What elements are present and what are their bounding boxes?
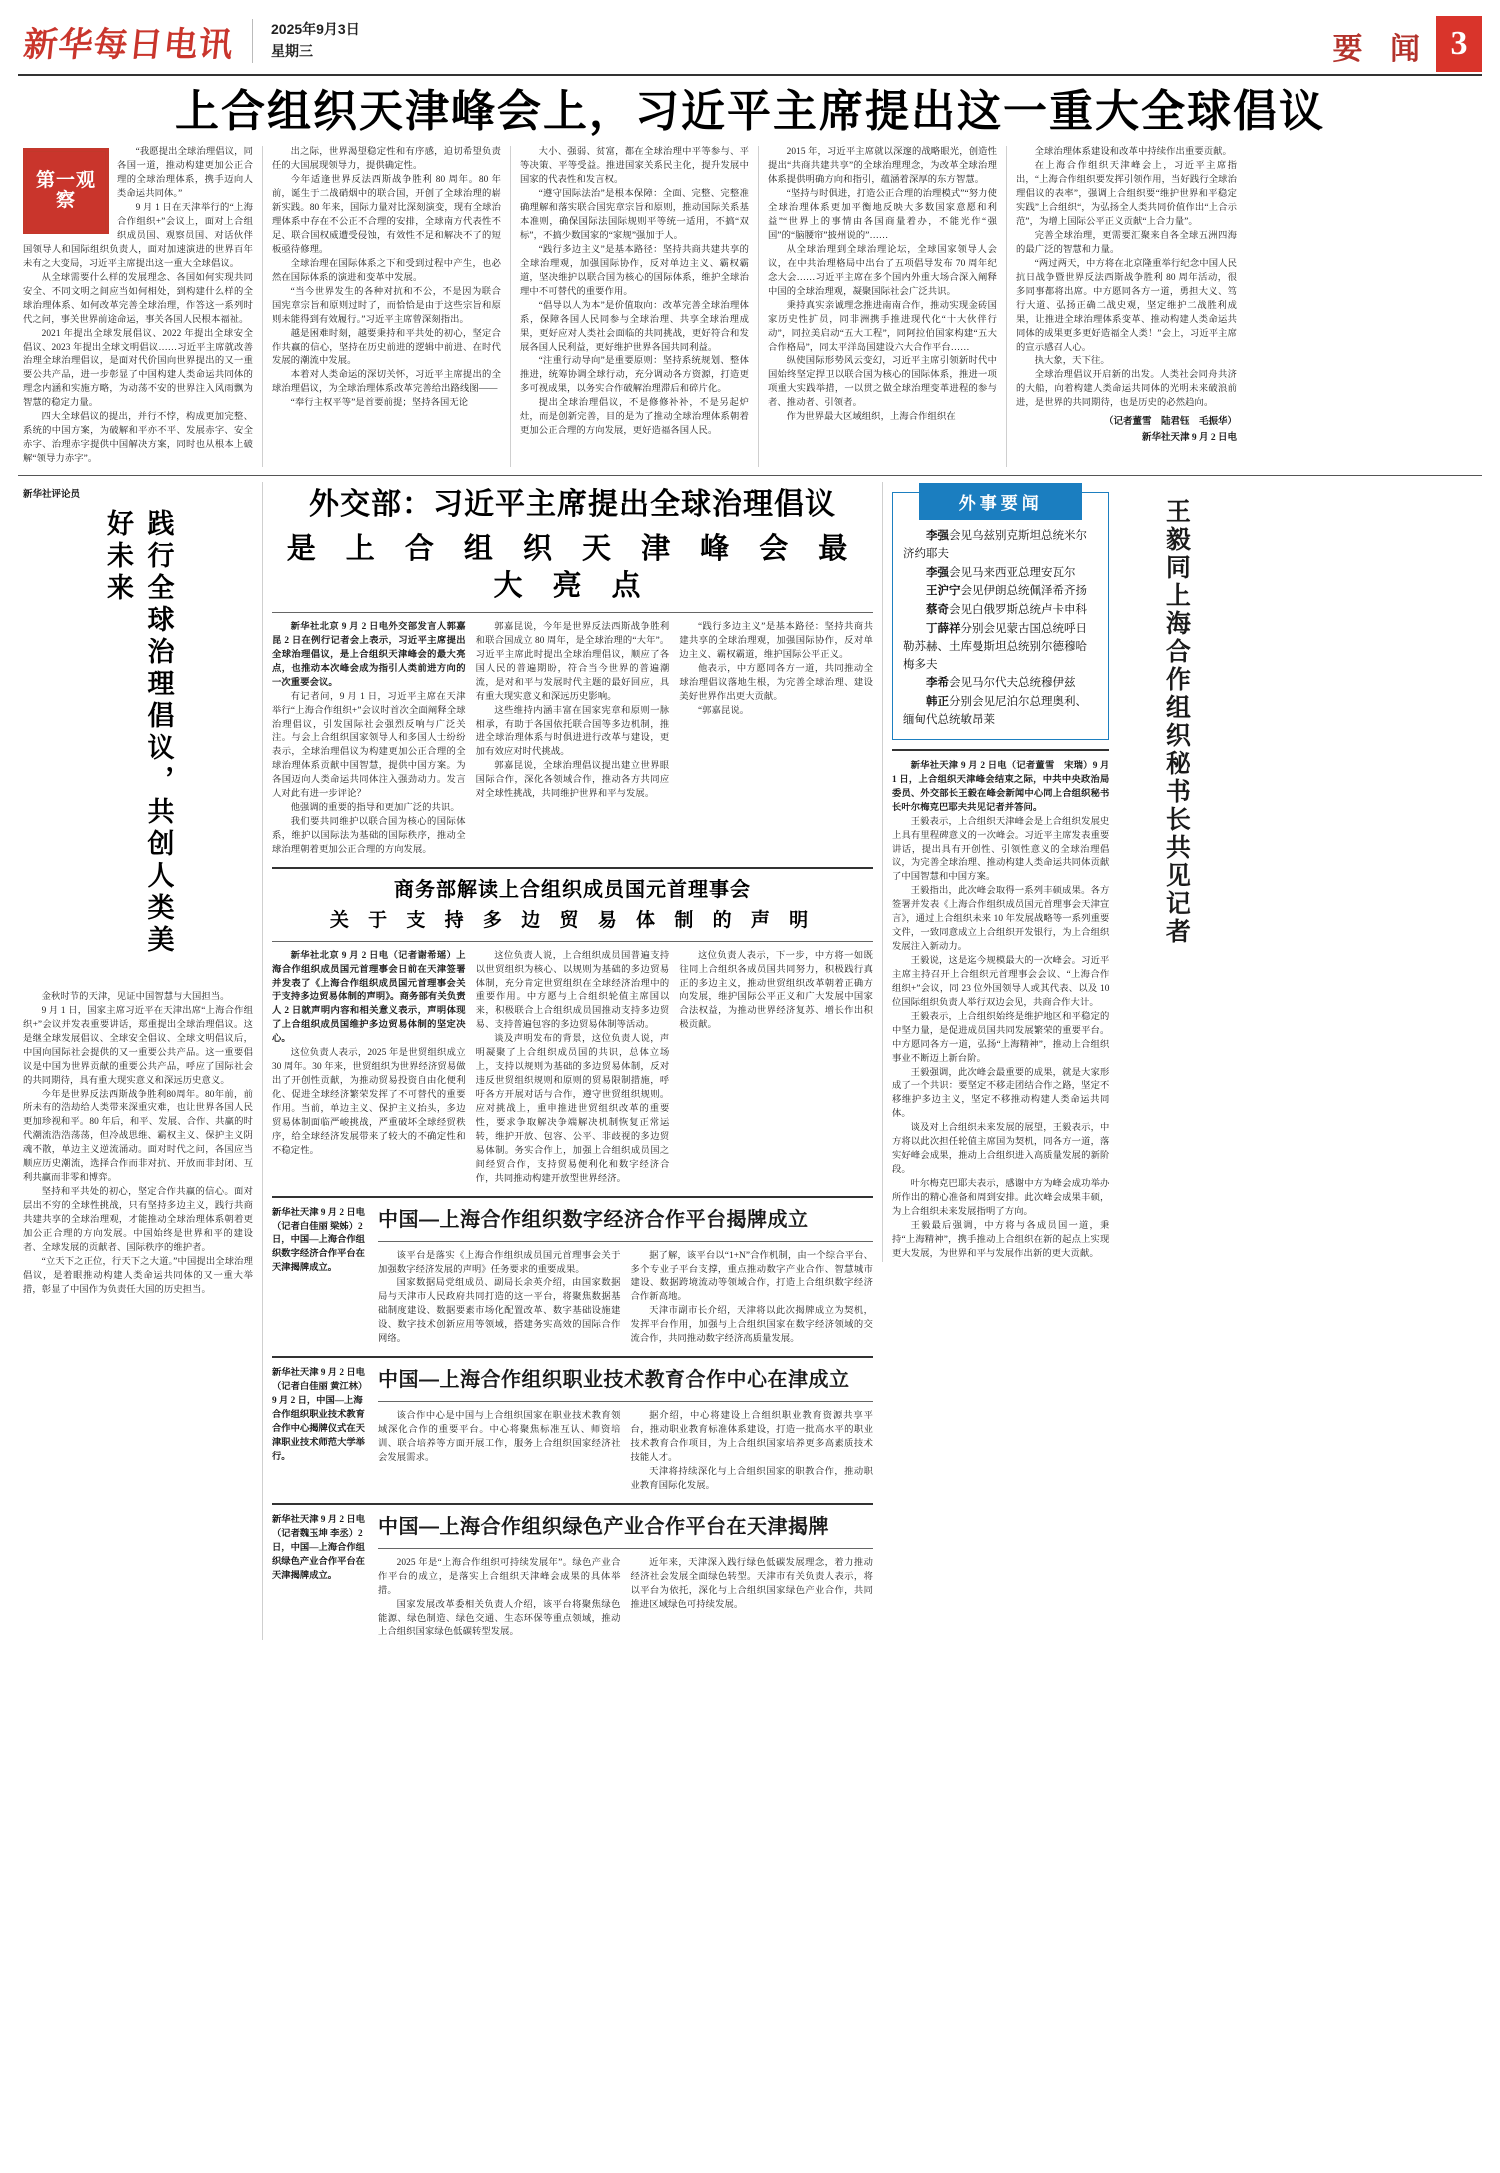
lead-article-column bbox=[14, 146, 262, 467]
paragraph: 这位负责人表示，下一步，中方将一如既往同上合组织各成员国共同努力，积极践行真正的多边主义，推动世贸组织改革朝着正确方向发展，维护国际公平正义和广大发展中国家合法权益，为推动世界经济复苏、增长作出积极贡献。 bbox=[679, 950, 874, 1031]
paragraph: 他表示，中方愿同各方一道，共同推动全球治理倡议落地生根，为完善全球治理、建设美好世界作出更大贡献。 bbox=[679, 663, 874, 702]
mofcom-divider bbox=[272, 941, 873, 942]
mfa-body-col-2 bbox=[476, 621, 670, 858]
paragraph: “奉行主权平等”是首要前提；坚持各国无论 bbox=[290, 398, 469, 409]
wangyi-headline: 王毅同上海合作组织秘书长共见记者 bbox=[1162, 497, 1191, 946]
paragraph: “遵守国际法治”是根本保障：全面、完整、完整准确理解和落实联合国宪章宗旨和原则，推动国际关系基本准则，确保国际法国际规则平等统一适用，不搞“双标”，不搞少数国家的“家规”强加于人。 bbox=[520, 189, 749, 242]
paragraph: 2025 年是“上海合作组织可持续发展年”。绿色产业合作平台的成立，是落实上合组织天津峰会成果的具体举措。 bbox=[378, 1557, 621, 1596]
vocational-article-main bbox=[378, 1367, 873, 1494]
paragraph: 越是困难时刻，越要秉持和平共处的初心，坚定合作共赢的信心，坚持在历史前进的逻辑中前进、在时代发展的潮流中发展。 bbox=[272, 328, 501, 367]
paragraph: 王毅说，这是迄今规模最大的一次峰会。习近平主席主持召开上合组织元首理事会会议、“上海合作组织+”会议，同 23 位外国领导人或其代表、以及 10 位国际组织负责人举行双边会见，共商合作大计。 bbox=[892, 956, 1110, 1008]
official-name: 李希 bbox=[926, 677, 949, 690]
paragraph: 郭嘉昆说，今年是世界反法西斯战争胜利和联合国成立 80 周年，是全球治理的“大年”。习近平主席此时提出全球治理倡议，顺应了各国人民的普遍期盼，符合当今世界的普遍潮流，是对和平与发展时代主题的最好回应，具有重大现实意义和深远历史影响。 bbox=[475, 621, 670, 702]
paragraph: “两过两天，中方将在北京隆重举行纪念中国人民抗日战争暨世界反法西斯战争胜利 80 周年活动，很多同事都将出席。中方愿同各方一道，勇担大义、笃行大道、弘扬正确二战史观，坚定维护二战胜利成果，让推进全球治理体系变革、推动构建人类命运共同体的成果更多更好造福全人类！”会上，习近平主席的宣示感召人心。 bbox=[1016, 258, 1237, 353]
vocational-body-col-1 bbox=[378, 1410, 621, 1494]
paragraph: 今年是世界反法西斯战争胜利80周年。80年前，前所未有的浩劫给人类带来深重灾难，也让世界各国人民更加珍视和平。80 年后，和平、发展、合作、共赢的时代潮流浩浩荡荡，但冷战思维、霸权主义、保护主义阴魂不散，单边主义逆流涌动。面对时代之问，各国应当顺应历史潮流，选择合作而非对抗、开放而非封闭、互利共赢而非零和博弈。 bbox=[23, 1089, 253, 1184]
paragraph: “坚持与时俱进，打造公正合理的治理模式”“努力使全球治理体系更加平衡地反映大多数国家意愿和利益”“世界上的事情由各国商量着办，不能光作“强国”的“脑腰帘”披州说的”…… bbox=[768, 189, 997, 242]
column-5-body bbox=[1016, 146, 1237, 411]
mofcom-body-col-3 bbox=[679, 950, 873, 1187]
column-3 bbox=[510, 146, 758, 467]
foreign-affairs-list bbox=[893, 528, 1108, 730]
paragraph: 大小、强弱、贫富，都在全球治理中平等参与、平等决策、平等受益。推进国家关系民主化，提升发展中国家的代表性和发言权。 bbox=[520, 147, 749, 186]
right-divider bbox=[892, 749, 1109, 751]
digital-body-columns bbox=[378, 1250, 873, 1348]
paragraph: 谈及声明发布的背景，这位负责人说，声明凝聚了上合组织成员国的共识，总体立场上，支持以规则为基础的多边贸易体制，反对违反世贸组织规则和原则的贸易限制措施，呼吁各方开展对话与合作，遵守世贸组织规则。应对挑战上，重申推进世贸组织改革的重要性，要求争取解决争端解决机制恢复正常运转，维护开放、包容、公平、非歧视的多边贸易体制。务实合作上，加强上合组织成员国之间经贸合作，支持贸易便利化和数字经济合作，共同推动构建开放型世界经济。 bbox=[475, 1034, 670, 1184]
mfa-body-columns bbox=[272, 621, 873, 858]
paragraph: 作为世界最大区域组织，上海合作组织在 bbox=[786, 412, 956, 423]
top-article-block bbox=[14, 146, 1486, 467]
first-observation-seal bbox=[23, 148, 109, 234]
section-rule bbox=[18, 475, 1482, 476]
mfa-body-col-1 bbox=[272, 621, 466, 858]
item-text: 分别会见蒙古国总统呼日勒苏赫、土库曼斯坦总统别尔德穆哈梅多夫 bbox=[903, 623, 1087, 671]
item-text: 会见马来西亚总理安瓦尔 bbox=[949, 566, 1076, 579]
paragraph: “我愿提出全球治理倡议，同各国一道，推动构建更加公正合理的全球治理体系，携手迈向人类命运共同体。” bbox=[117, 147, 253, 200]
middle-block bbox=[14, 482, 1486, 1640]
list-item[interactable] bbox=[903, 694, 1098, 730]
mfa-article bbox=[272, 486, 873, 858]
paragraph: 近年来，天津深入践行绿色低碳发展理念，着力推动经济社会发展全面绿色转型。天津市有关负责人表示，将以平台为依托，深化与上合组织国家绿色产业合作，共同推进区域绿色可持续发展。 bbox=[630, 1557, 873, 1610]
masthead-section-area bbox=[1333, 10, 1483, 72]
official-name: 蔡奇 bbox=[926, 604, 949, 617]
item-text: 会见乌兹别克斯坦总统米尔济约耶夫 bbox=[903, 529, 1087, 560]
green-article-main bbox=[378, 1514, 873, 1641]
official-name: 韩正 bbox=[926, 696, 949, 709]
paragraph: 2021 年提出全球发展倡议、2022 年提出全球安全倡议、2023 年提出全球文明倡议……习近平主席就改善治理全球治理倡议，是面对代价国向世界提出的又一重要公共产品，进一步彰显了中国构建人类命运共同体的理念内涵和实施方略，为动荡不安的世界注入风雨飘为智慧的稳定力量。 bbox=[23, 328, 253, 409]
masthead-dateblock bbox=[271, 19, 360, 62]
center-divider-2 bbox=[272, 1196, 873, 1198]
column-2-body bbox=[272, 146, 501, 411]
foreign-affairs-title: 外事要闻 bbox=[919, 483, 1082, 520]
digital-byline: 新华社天津 9 月 2 日电（记者白佳丽 梁姊）2 日，中国—上海合作组织数字经济合作平台在天津揭牌成立。 bbox=[272, 1207, 365, 1274]
article-credit: （记者董雪 陆君钰 毛振华） bbox=[1103, 417, 1237, 428]
vocational-headline: 中国—上海合作组织职业技术教育合作中心在津成立 bbox=[378, 1369, 850, 1392]
paragraph: 在上海合作组织天津峰会上，习近平主席指出，“上海合作组织要发挥引领作用，当好践行全球治理倡议的表率”，强调上合组织要“维护世界和平稳定实践”上合组织“，为弘扬全人类共同价值作出“上合示范”，为增上国际公平正义贡献“上合力量”。 bbox=[1016, 161, 1237, 228]
green-body-col-1 bbox=[378, 1557, 621, 1641]
green-headline: 中国—上海合作组织绿色产业合作平台在天津揭牌 bbox=[378, 1515, 829, 1538]
wangyi-body-left bbox=[892, 760, 1109, 1262]
editorial-body bbox=[23, 991, 253, 1298]
mofcom-article bbox=[272, 878, 873, 1187]
paragraph: 这些维持内涵丰富在国家宪章和原则一脉相承，有助于各国依托联合国等多边机制，推进全球治理体系与时俱进进行改革与建设，更加有效应对时代挑战。 bbox=[475, 705, 670, 758]
paragraph: 王毅表示，上合组织天津峰会是上合组织发展史上具有里程碑意义的一次峰会。习近平主席发表重要讲话，提出具有开创性、引领性意义的全球治理倡议，为完善全球治理、推动构建人类命运共同体贡献了中国智慧和中国方案。 bbox=[892, 816, 1110, 883]
green-article bbox=[272, 1514, 873, 1641]
green-body-columns bbox=[378, 1557, 873, 1641]
column-3-body bbox=[520, 146, 749, 439]
list-item[interactable] bbox=[903, 675, 1098, 693]
official-name: 王沪宁 bbox=[926, 585, 961, 598]
paragraph: 国家发展改革委相关负责人介绍，该平台将聚焦绿色能源、绿色制造、绿色交通、生态环保等重点领域，推动上合组织国家绿色低碳转型发展。 bbox=[378, 1599, 621, 1638]
right-inner-left bbox=[892, 482, 1109, 1262]
vocational-body-col-2 bbox=[631, 1410, 874, 1494]
paragraph: 出之际，世界渴望稳定性和有序感，迫切希望负责任的大国展现领导力，提供确定性。 bbox=[272, 147, 501, 172]
official-name: 李强 bbox=[926, 566, 949, 579]
article-dateline: 新华社天津 9 月 2 日电 bbox=[1141, 433, 1237, 444]
paragraph: 提出全球治理倡议，不是修修补补，不是另起炉灶，而是创新完善，目的是为了推动全球治理体系朝着更加公正合理的方向发展，更好造福各国人民。 bbox=[520, 398, 749, 437]
paragraph: 天津市副市长介绍，天津将以此次揭牌成立为契机，发挥平台作用，加强与上合组织国家在数字经济领域的交流合作，共同推动数字经济高质量发展。 bbox=[630, 1306, 873, 1345]
mofcom-byline: 新华社北京 9 月 2 日电（记者谢希瑶）上海合作组织成员国元首理事会日前在天津签署并发表了《上海合作组织成员国元首理事会关于支持多边贸易体制的声明》。商务部有关负责人 2 日就声明内容和相关意义表示，声明体现了上合组织成员国维护多边贸易体制的坚定决心。 bbox=[272, 950, 466, 1045]
publication-weekday: 星期三 bbox=[271, 43, 313, 59]
green-divider bbox=[378, 1548, 873, 1549]
item-text: 会见马尔代夫总统穆伊兹 bbox=[949, 677, 1076, 690]
column-4-body bbox=[768, 146, 997, 425]
publication-date: 2025年9月3日 bbox=[271, 21, 360, 38]
foreign-affairs-box bbox=[892, 492, 1109, 740]
digital-divider bbox=[378, 1241, 873, 1242]
mfa-byline: 新华社北京 9 月 2 日电外交部发言人郭嘉昆 2 日在例行记者会上表示，习近平主席提出全球治理倡议，是上合组织天津峰会的最大亮点，也推动本次峰会成为指引人类前进方向的一次重要会议。 bbox=[272, 621, 466, 688]
digital-article-main bbox=[378, 1207, 873, 1348]
masthead bbox=[14, 0, 1486, 72]
right-inner-right bbox=[1117, 482, 1235, 1262]
masthead-divider bbox=[252, 19, 253, 63]
list-item[interactable] bbox=[903, 621, 1098, 674]
center-divider-1 bbox=[272, 867, 873, 869]
mfa-divider bbox=[272, 612, 873, 613]
center-column bbox=[262, 482, 882, 1640]
paragraph: 王毅表示，上合组织始终是维护地区和平稳定的中坚力量，是促进成员国共同发展繁荣的重要平台。中方愿同各方一道，弘扬“上海精神”，推动上合组织事业不断迈上新台阶。 bbox=[892, 1011, 1110, 1064]
paragraph: 该平台是落实《上海合作组织成员国元首理事会关于加强数字经济发展的声明》任务要求的重要成果。 bbox=[378, 1250, 621, 1275]
center-divider-4 bbox=[272, 1503, 873, 1505]
paragraph: 四大全球倡议的提出，并行不悖，构成更加完整、系统的中国方案，为破解和平亦不平、发展赤字、安全赤字、治理赤字提供中国解决方案，同时也从根本上破解“领导力赤字”。 bbox=[23, 412, 253, 465]
column-2 bbox=[262, 146, 510, 467]
paragraph: 全球治理倡议开启新的出发。人类社会同舟共济的大船，向着构建人类命运共同体的光明未来破浪前进，是世界的共同期待，也是历史的必然趋向。 bbox=[1016, 370, 1237, 409]
mofcom-headline-line1: 商务部解读上合组织成员国元首理事会 bbox=[394, 878, 751, 901]
seal-text: 第一观察 bbox=[35, 170, 96, 212]
paragraph: 9 月 1 日在天津举行的“上海合作组织+”会议上，面对上合组织成员国、观察员国、对话伙伴国领导人和国际组织负责人，面对加速演进的世界百年未有之大变局，习近平主席提出这一重大全球倡议。 bbox=[23, 203, 253, 269]
paragraph: “倡导以人为本”是价值取向：改革完善全球治理体系，保障各国人民同参与全球治理、共享全球治理成果，更好应对人类社会面临的共同挑战，更好符合和发展各国人民利益，更好维护世界各国共同利益。 bbox=[520, 300, 749, 353]
paragraph: 金秋时节的天津，见证中国智慧与大国担当。 bbox=[41, 991, 230, 1002]
paragraph: 本着对人类命运的深切关怀，习近平主席提出的全球治理倡议，为全球治理体系改革完善给出路线图—— bbox=[272, 370, 501, 395]
official-name: 丁薛祥 bbox=[926, 623, 961, 636]
paragraph: “当今世界发生的各种对抗和不公，不是因为联合国宪章宗旨和原则过时了，而恰恰是由于这些宗旨和原则未能得到有效履行。”习近平主席曾深刻指出。 bbox=[272, 286, 501, 325]
paragraph: 谈及对上合组织未来发展的展望，王毅表示，中方将以此次担任轮值主席国为契机，同各方一道，落实好峰会成果，推动上合组织进入高质量发展的新阶段。 bbox=[892, 1123, 1110, 1176]
paragraph: 王毅最后强调，中方将与各成员国一道，秉持“上海精神”，携手推动上合组织在新的起点上实现更大发展，为世界和平与发展作出新的更大贡献。 bbox=[892, 1220, 1110, 1259]
paragraph: 国家数据局党组成员、副局长余英介绍，由国家数据局与天津市人民政府共同打造的这一平台，将聚焦数据基础制度建设、数据要素市场化配置改革、数字基础设施建设、数字技术创新应用等领域，搭建务实高效的国际合作网络。 bbox=[378, 1278, 621, 1345]
vocational-article bbox=[272, 1367, 873, 1494]
paragraph: 据介绍，中心将建设上合组织职业教育资源共享平台，推动职业教育标准体系建设，打造一批高水平的职业技术教育合作项目，为上合组织国家培养更多高素质技术技能人才。 bbox=[630, 1411, 873, 1463]
digital-headline: 中国—上海合作组织数字经济合作平台揭牌成立 bbox=[378, 1208, 809, 1231]
section-name: 要 闻 bbox=[1332, 33, 1430, 66]
column-4 bbox=[758, 146, 1006, 467]
mfa-headline-line1: 外交部：习近平主席提出全球治理倡议 bbox=[309, 487, 836, 521]
digital-article bbox=[272, 1207, 873, 1348]
paragraph: 纵使国际形势风云变幻，习近平主席引领新时代中国始终坚定捍卫以联合国为核心的国际体系，推进一项项重大实践举措，一以贯之做全球治理变革进程的参与者、推动者、引领者。 bbox=[768, 356, 997, 409]
item-text: 会见白俄罗斯总统卢卡申科 bbox=[949, 604, 1087, 617]
vocational-divider bbox=[378, 1401, 873, 1402]
vocational-byline: 新华社天津 9 月 2 日电（记者白佳丽 黄江林）9 月 2 日，中国—上海合作组织职业技术教育合作中心揭牌仪式在天津职业技术师范大学举行。 bbox=[272, 1368, 368, 1462]
paragraph: 这位负责人表示，2025 年是世贸组织成立 30 周年。30 年来，世贸组织为世界经济贸易做出了开创性贡献，为推动贸易投资自由化便利化、促进全球经济繁荣发挥了不可替代的重要作用。当前，单边主义、保护主义抬头，多边贸易体制面临严峻挑战，严重破坏全球经贸秩序，给全球经济发展带来了较大的不确定性和不稳定性。 bbox=[272, 1048, 466, 1156]
list-item[interactable] bbox=[903, 602, 1098, 620]
item-text: 分别会见尼泊尔总理奥利、缅甸代总统敏昂莱 bbox=[903, 696, 1087, 727]
list-item[interactable] bbox=[903, 565, 1098, 583]
page-title: 上合组织天津峰会上，习近平主席提出这一重大全球倡议 bbox=[175, 87, 1325, 136]
list-item[interactable] bbox=[903, 583, 1098, 601]
paragraph: 全球治理体系建设和改革中持续作出重要贡献。 bbox=[1034, 147, 1232, 158]
editorial-column bbox=[14, 482, 262, 1298]
page-number-badge: 3 bbox=[1436, 16, 1482, 72]
green-body-col-2 bbox=[631, 1557, 874, 1641]
mfa-body-col-3 bbox=[679, 621, 873, 858]
paragraph: 郭嘉昆说，全球治理倡议提出建立世界眼国际合作，深化各领域合作，推动各方共同应对全球性挑战，共同维护世界和平与发展。 bbox=[475, 761, 670, 800]
publication-logo: 新华每日电讯 bbox=[21, 26, 236, 64]
editorial-headline: 践行全球治理倡议，共创人类美好未来 bbox=[103, 508, 174, 957]
paragraph: 据了解，该平台以“1+N”合作机制，由一个综合平台、多个专业子平台支撑，重点推动数字产业合作、智慧城市建设、数据跨境流动等领域合作，打造上合组织数字经济合作新高地。 bbox=[630, 1250, 873, 1303]
paragraph: “注重行动导向”是重要原则：坚持系统规划、整体推进，统筹协调全球行动，充分调动各方资源，打造更多可视成果，以务实合作破解治理滞后和碎片化。 bbox=[520, 356, 749, 395]
paragraph: 我们要共同维护以联合国为核心的国际体系，维护以国际法为基础的国际秩序，推动全球治理朝着更加公正合理的方向发展。 bbox=[272, 817, 466, 855]
paragraph: 坚持和平共处的初心，坚定合作共赢的信心。面对层出不穷的全球性挑战，只有坚持多边主义，践行共商共建共享的全球治理观，才能推动全球治理体系朝着更加公正合理的方向发展。中国始终是世界和平的建设者、全球发展的贡献者、国际秩序的维护者。 bbox=[23, 1187, 253, 1253]
paragraph: 叶尔梅克巴耶夫表示，感谢中方为峰会成功举办所作出的精心准备和周到安排。此次峰会成果丰硕，为上合组织未来发展指明了方向。 bbox=[892, 1179, 1110, 1217]
paragraph: 今年适逢世界反法西斯战争胜利 80 周年。80 年前，诞生于二战硝烟中的联合国，开创了全球治理的崭新实践。80 年来，国际力量对比深刻演变，现有全球治理体系中存在不公正不合理的安排，全球南方代表性不足、联合国权威遭受侵蚀，有效性不足和解决不了的短板亟待修理。 bbox=[272, 175, 501, 255]
paragraph: 从全球治理到全球治理论坛，全球国家领导人会议，在中共治理格局中出台了五项倡导发布 70 周年纪念大会……习近平主席在多个国内外重大场合深入阐释中国的全球治理观，凝聚国际社会广泛共识。 bbox=[768, 244, 997, 297]
right-column bbox=[882, 482, 1244, 1262]
paragraph: 该合作中心是中国与上合组织国家在职业技术教育领域深化合作的重要平台。中心将聚焦标准互认、师资培训、联合培养等方面开展工作，服务上合组织国家经济社会发展需求。 bbox=[378, 1411, 621, 1463]
paragraph: 他强调的重要的指导和更加广泛的共识。 bbox=[290, 803, 460, 814]
paragraph: 全球治理在国际体系之下和受到过程中产生，也必然在国际体系的演进和变革中发展。 bbox=[272, 258, 501, 283]
paragraph: 9 月 1 日，国家主席习近平在天津出席“上海合作组织+”会议并发表重要讲话，郑重提出全球治理倡议。这是继全球发展倡议、全球安全倡议、全球文明倡议后，中国向国际社会提供的又一重要公共产品。这一重要倡议是中国为世界贡献的重要公共产品，呼应了国际社会的共同期待，具有重大现实意义和深远历史意义。 bbox=[23, 1005, 253, 1086]
center-divider-3 bbox=[272, 1356, 873, 1358]
mofcom-headline-line2: 关 于 支 持 多 边 贸 易 体 制 的 声 明 bbox=[329, 909, 816, 931]
paragraph: “践行多边主义”是基本路径：坚持共商共建共享的全球治理观，加强国际协作，反对单边主义、霸权霸道，坚决维护以联合国为核心的国际体系，维护全球治理中不可替代的重要作用。 bbox=[520, 244, 749, 297]
paragraph: 2015 年，习近平主席就以深邃的战略眼光，创造性提出“共商共建共享”的全球治理理念，为改革全球治理体系提供明确方向和指引，蕴涵着深厚的东方智慧。 bbox=[768, 147, 997, 186]
vocational-body-columns bbox=[378, 1410, 873, 1494]
mfa-headline-line2: 是 上 合 组 织 天 津 峰 会 最 大 亮 点 bbox=[286, 533, 859, 602]
mofcom-body-col-2 bbox=[476, 950, 670, 1187]
wangyi-dateline: 新华社天津 9 月 2 日电（记者董雪 宋瑞）9 月 1 日，上合组织天津峰会结束之际，中共中央政治局委员、外交部长王毅在峰会新闻中心同上合组织秘书长叶尔梅克巴耶夫共见记者并答问。 bbox=[892, 760, 1110, 813]
paragraph: 王毅强调，此次峰会最重要的成果，就是大家形成了一个共识：要坚定不移走团结合作之路，坚定不移维护多边主义，坚定不移推动构建人类命运共同体。 bbox=[892, 1067, 1110, 1120]
digital-body-col-2 bbox=[631, 1250, 874, 1348]
list-item[interactable] bbox=[903, 528, 1098, 564]
column-5 bbox=[1006, 146, 1246, 467]
paragraph: 有记者问，9 月 1 日，习近平主席在天津举行“上海合作组织+”会议时首次全面阐释全球治理倡议，引发国际社会强烈反响与广泛关注。与会上合组织国家领导人和多国人士纷纷表示，全球治理倡议为构建更加公正合理的全球治理体系贡献中国智慧，提供中国方案。为各国迈向人类命运共同体注入强劲动力。发言人对此有进一步评论？ bbox=[272, 691, 466, 800]
paragraph: 秉持真实亲诚理念推进南南合作，推动实现金砖国家历史性扩员，同非洲携手推进现代化“十大伙伴行动”，同拉美启动“五大工程”，同阿拉伯国家构建“五大合作格局”，同太平洋岛国建设六大合作平台…… bbox=[768, 300, 997, 353]
mofcom-body-col-1 bbox=[272, 950, 466, 1187]
editorial-label: 新华社评论员 bbox=[23, 489, 81, 500]
paragraph: 从全球需要什么样的发展理念、各国如何实现共同安全、不同文明之间应当如何相处，到构建什么样的全球治理体系、如何改革完善全球治理，作答这一系列时代之问，事关世界前途命运，事关各国人民根本福祉。 bbox=[23, 272, 253, 325]
paragraph: “郭嘉昆说。 bbox=[697, 705, 750, 716]
official-name: 李强 bbox=[926, 529, 949, 542]
paragraph: “践行多边主义”是基本路径：坚持共商共建共享的全球治理观，加强国际协作，反对单边主义、霸权霸道，维护国际公平正义。 bbox=[679, 621, 874, 660]
digital-body-col-1 bbox=[378, 1250, 621, 1348]
item-text: 会见伊朗总统佩泽希齐扬 bbox=[960, 585, 1087, 598]
paragraph: 天津将持续深化与上合组织国家的职教合作，推动职业教育国际化发展。 bbox=[630, 1466, 873, 1491]
vertical-headline-wrap bbox=[23, 503, 253, 985]
paragraph: 王毅指出，此次峰会取得一系列丰硕成果。各方签署并发表《上海合作组织成员国元首理事会天津宣言》，通过上合组织未来 10 年发展战略等一系列重要文件，一致同意成立上合组织开发银行，为上合组织发展注入新动力。 bbox=[892, 886, 1110, 953]
green-byline: 新华社天津 9 月 2 日电（记者魏玉坤 李丞）2 日，中国—上海合作组织绿色产业合作平台在天津揭牌成立。 bbox=[272, 1514, 365, 1581]
paragraph: “立天下之正位，行天下之大道。”中国提出全球治理倡议，是着眼推动构建人类命运共同体的又一重大举措，彰显了中国作为负责任大国的历史担当。 bbox=[23, 1256, 253, 1295]
mofcom-body-columns bbox=[272, 950, 873, 1187]
paragraph: 完善全球治理，更需要汇聚来自各全球五洲四海的最广泛的智慧和力量。 bbox=[1016, 231, 1237, 255]
paragraph: 执大象，天下往。 bbox=[1034, 356, 1110, 367]
paragraph: 这位负责人说，上合组织成员国普遍支持以世贸组织为核心、以规则为基础的多边贸易体制，充分肯定世贸组织在全球经济治理中的重要作用。中方愿与上合组织轮值主席国以来，积极联合上合组织成员国推动支持多边贸易、支持普遍包容的多边贸易体制等活动。 bbox=[475, 950, 670, 1031]
